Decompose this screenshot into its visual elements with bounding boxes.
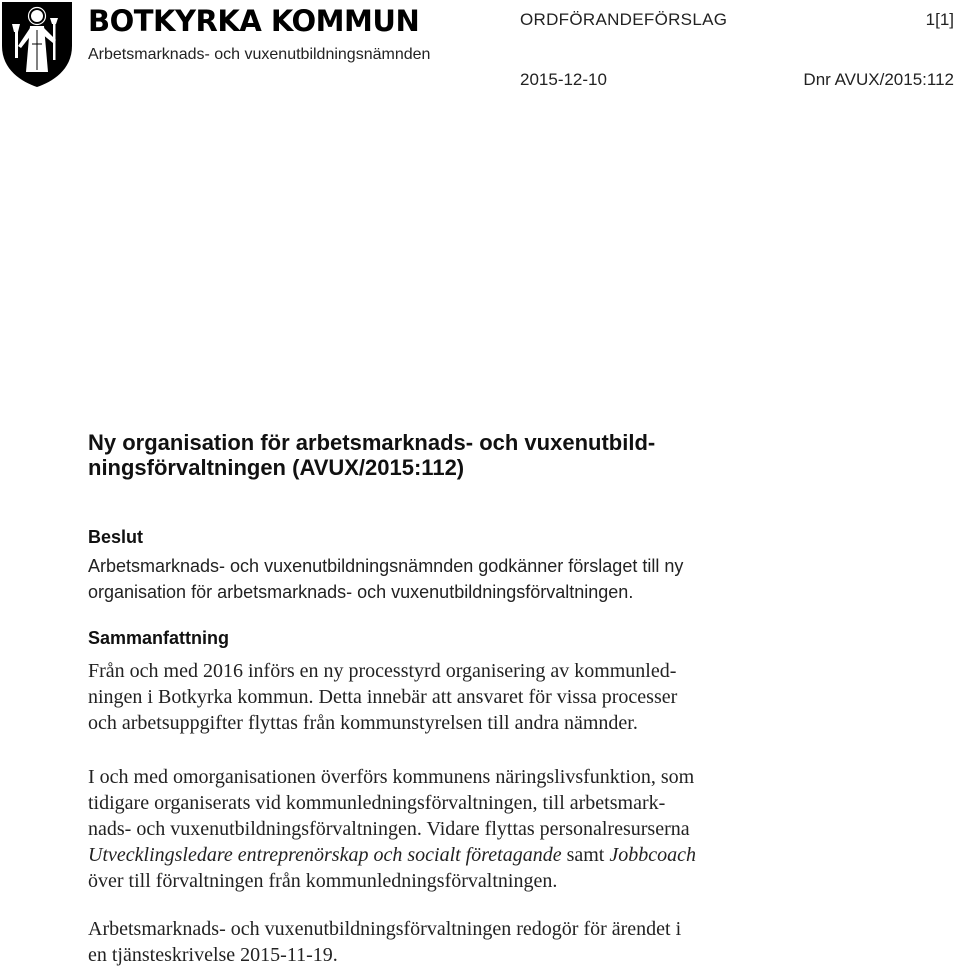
- text-line: över till förvaltningen från kommunledningsförvaltningen.: [88, 870, 558, 892]
- text-line: tidigare organiserats vid kommunledningsförvaltningen, till arbetsmark-: [88, 792, 666, 814]
- board-name: Arbetsmarknads- och vuxenutbildningsnämnden: [88, 46, 431, 63]
- text-line: nads- och vuxenutbildningsförvaltningen. Vidare flyttas personalresurserna: [88, 818, 690, 840]
- text-line: organisation för arbetsmarknads- och vuxenutbildningsförvaltningen.: [88, 582, 634, 602]
- page-title: [88, 430, 788, 480]
- italic-role-title: Jobbcoach: [609, 844, 697, 866]
- text-line: och arbetsuppgifter flyttas från kommunstyrelsen till andra nämnder.: [88, 712, 638, 734]
- sammanfattning-heading: Sammanfattning: [88, 628, 230, 648]
- botkyrka-crest-icon: [0, 0, 74, 88]
- summary-paragraph-2: [88, 764, 828, 894]
- text-line: Arbetsmarknads- och vuxenutbildningsnämnden godkänner förslaget till ny: [88, 556, 684, 576]
- text-line: I och med omorganisationen överförs kommunens näringslivsfunktion, som: [88, 766, 695, 788]
- text-line: en tjänsteskrivelse 2015-11-19.: [88, 944, 338, 966]
- summary-paragraph-3: [88, 916, 828, 968]
- title-line: ningsförvaltningen (AVUX/2015:112): [88, 455, 465, 480]
- document-type: ORDFÖRANDEFÖRSLAG: [520, 10, 728, 29]
- text-line-mixed: [88, 842, 828, 868]
- beslut-text: [88, 553, 828, 605]
- document-date: 2015-12-10: [520, 70, 607, 89]
- connector-text: samt: [561, 844, 610, 866]
- org-name: BOTKYRKA KOMMUN: [88, 4, 420, 38]
- text-line: Från och med 2016 införs en ny processtyrd organisering av kommunled-: [88, 660, 677, 682]
- text-line: Arbetsmarknads- och vuxenutbildningsförvaltningen redogör för ärendet i: [88, 918, 682, 940]
- italic-role-title: Utvecklingsledare entreprenörskap och socialt företagande: [88, 844, 562, 866]
- text-line: ningen i Botkyrka kommun. Detta innebär att ansvaret för vissa processer: [88, 686, 678, 708]
- diary-number: Dnr AVUX/2015:112: [803, 70, 954, 89]
- summary-paragraph-1: [88, 658, 828, 736]
- page-number: 1[1]: [925, 10, 954, 29]
- title-line: Ny organisation för arbetsmarknads- och vuxenutbild-: [88, 430, 656, 455]
- beslut-heading: Beslut: [88, 527, 144, 547]
